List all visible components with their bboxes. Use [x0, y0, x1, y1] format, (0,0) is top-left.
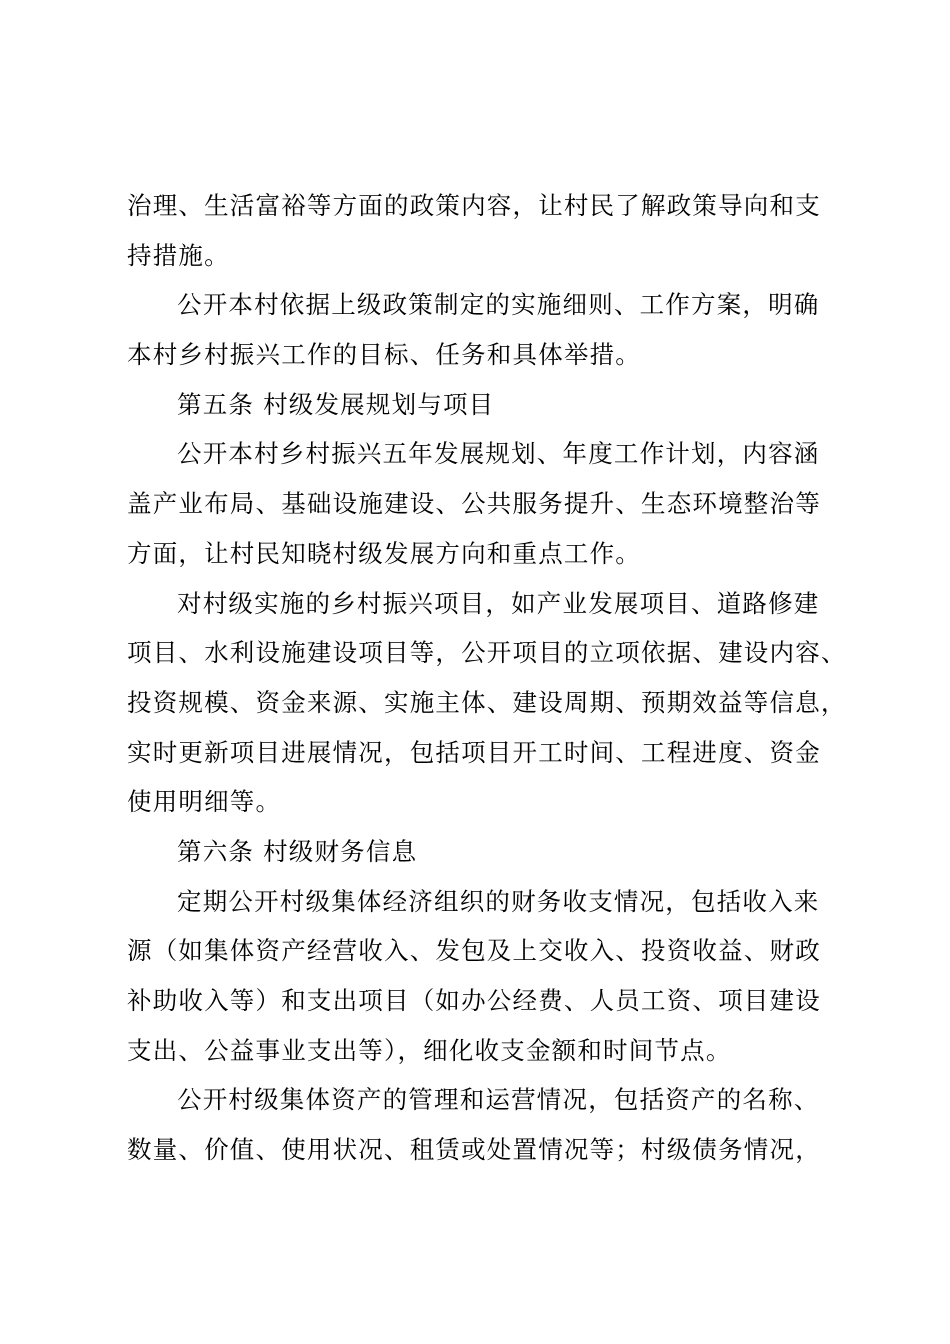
- text-line: 治理、生活富裕等方面的政策内容，让村民了解政策导向和支: [127, 191, 821, 220]
- text-line: 方面，让村民知晓村级发展方向和重点工作。: [127, 538, 641, 568]
- text-line: 盖产业布局、基础设施建设、公共服务提升、生态环境整治等: [127, 489, 821, 519]
- section-heading: 第六条 村级财务信息: [177, 836, 418, 866]
- text-line: 本村乡村振兴工作的目标、任务和具体举措。: [127, 340, 641, 370]
- text-line: 项目、水利设施建设项目等，公开项目的立项依据、建设内容、: [127, 638, 847, 668]
- text-line: 支出、公益事业支出等），细化收支金额和时间节点。: [127, 1035, 732, 1065]
- text-line: 持措施。: [127, 240, 230, 270]
- text-line: 实时更新项目进展情况，包括项目开工时间、工程进度、资金: [127, 737, 821, 767]
- text-line: 对村级实施的乡村振兴项目，如产业发展项目、道路修建: [177, 588, 820, 618]
- text-line: 定期公开村级集体经济组织的财务收支情况，包括收入来: [177, 886, 820, 916]
- text-line: 源（如集体资产经营收入、发包及上交收入、投资收益、财政: [127, 936, 821, 966]
- section-heading: 第五条 村级发展规划与项目: [177, 389, 495, 419]
- text-line: 数量、价值、使用状况、租赁或处置情况等；村级债务情况，: [127, 1135, 821, 1165]
- document-body: [127, 181, 847, 1175]
- text-line: 使用明细等。: [127, 787, 282, 817]
- text-line: 投资规模、资金来源、实施主体、建设周期、预期效益等信息，: [127, 687, 847, 717]
- text-line: 公开本村依据上级政策制定的实施细则、工作方案，明确: [177, 290, 820, 320]
- text-line: 公开村级集体资产的管理和运营情况，包括资产的名称、: [177, 1085, 820, 1115]
- text-line: 补助收入等）和支出项目（如办公经费、人员工资、项目建设: [127, 986, 821, 1015]
- text-line: 公开本村乡村振兴五年发展规划、年度工作计划，内容涵: [177, 439, 820, 469]
